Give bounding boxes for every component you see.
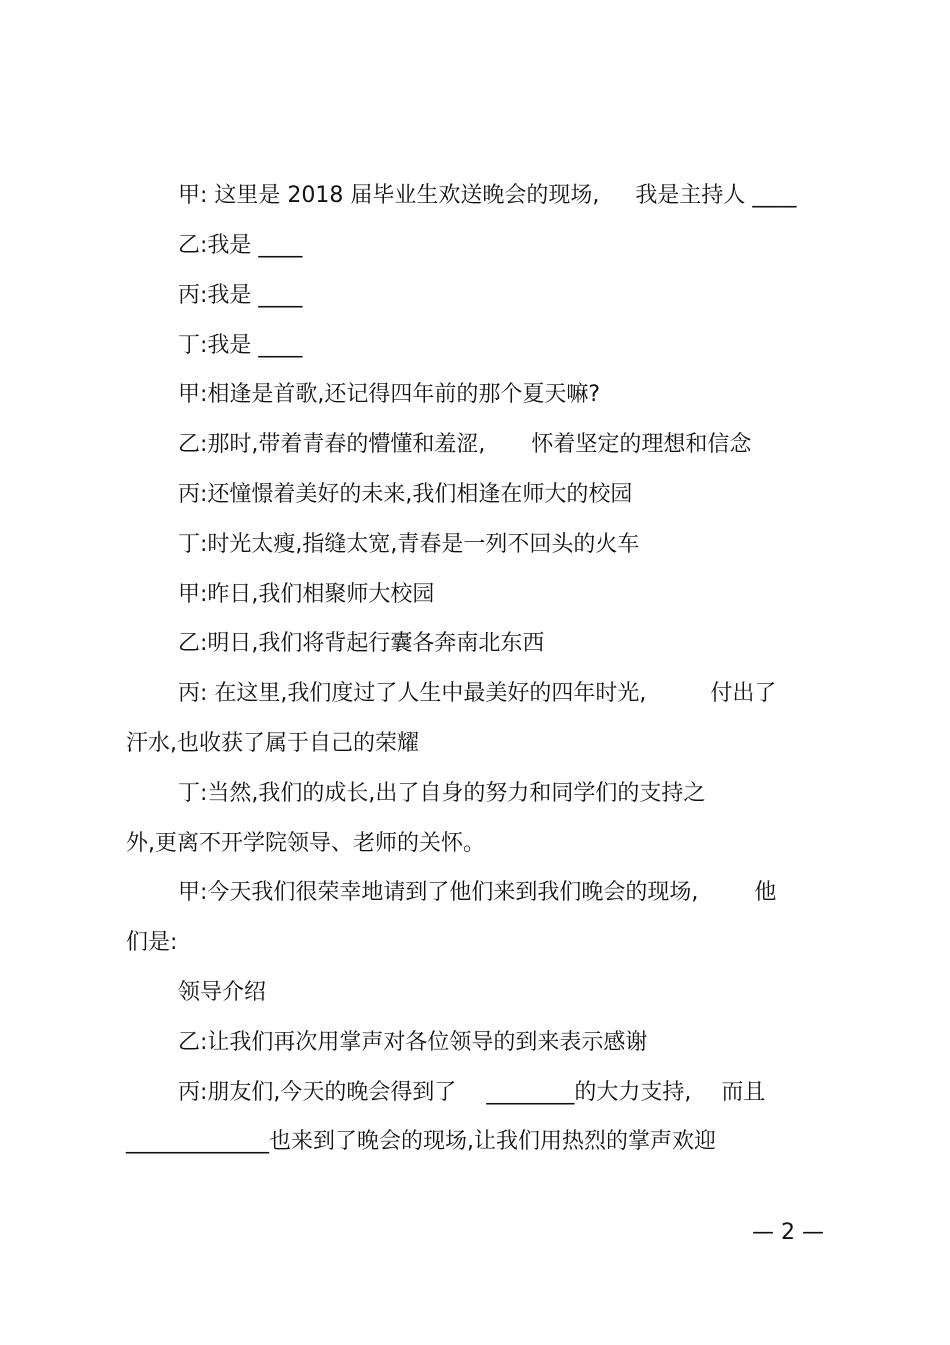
- script-line-11: [178, 679, 776, 709]
- page-number: — 2 —: [752, 1220, 824, 1245]
- script-line-1: [178, 181, 796, 211]
- line-15-text-a: 甲:今天我们很荣幸地请到了他们来到我们晚会的现场,: [178, 880, 699, 905]
- script-line-16: [126, 928, 177, 958]
- line-8-text: 丁:时光太瘦,指缝太宽,青春是一列不回头的火车: [178, 532, 640, 557]
- line-10-text: 乙:明日,我们将背起行囊各奔南北东西: [178, 631, 545, 656]
- line-19-text-b: ________的大力支持,: [486, 1080, 692, 1105]
- script-line-17: [178, 978, 266, 1008]
- script-line-12: [126, 729, 419, 759]
- line-4-text: 丁:我是 ____: [178, 333, 303, 358]
- line-11-text-a: 丙: 在这里,我们度过了人生中最美好的四年时光,: [178, 681, 647, 706]
- line-12-text: 汗水,也收获了属于自己的荣耀: [126, 731, 419, 756]
- line-3-text: 丙:我是 ____: [178, 283, 303, 308]
- line-14-text: 外,更离不开学院领导、老师的关怀。: [126, 831, 485, 856]
- line-18-text: 乙:让我们再次用掌声对各位领导的到来表示感谢: [178, 1030, 648, 1055]
- script-line-18: [178, 1028, 647, 1058]
- line-13-text: 丁:当然,我们的成长,出了自身的努力和同学们的支持之: [178, 781, 706, 806]
- script-line-7: [178, 480, 632, 510]
- script-line-10: [178, 629, 544, 659]
- script-line-15: [178, 878, 776, 908]
- line-15-text-b: 他: [754, 880, 777, 905]
- line-9-text: 甲:昨日,我们相聚师大校园: [178, 582, 435, 607]
- script-line-6: [178, 430, 751, 460]
- script-line-3: [178, 281, 302, 311]
- line-5-text: 甲:相逢是首歌,还记得四年前的那个夏天嘛?: [178, 382, 601, 407]
- line-1-text-b: 我是主持人 ____: [635, 183, 797, 208]
- script-line-9: [178, 580, 434, 610]
- line-19-text-c: 而且: [721, 1080, 766, 1105]
- script-line-13: [178, 779, 705, 809]
- line-17-text: 领导介绍: [178, 980, 267, 1005]
- line-16-text: 们是:: [126, 930, 178, 955]
- script-line-14: [126, 829, 485, 859]
- line-11-text-b: 付出了: [710, 681, 777, 706]
- line-19-text-a: 丙:朋友们,今天的晚会得到了: [178, 1080, 457, 1105]
- line-6-text-b: 怀着坚定的理想和信念: [531, 432, 752, 457]
- line-6-text-a: 乙:那时,带着青春的懵懂和羞涩,: [178, 432, 486, 457]
- line-2-text: 乙:我是 ____: [178, 233, 303, 258]
- line-20-text: _____________也来到了晚会的现场,让我们用热烈的掌声欢迎: [126, 1129, 716, 1154]
- line-1-text-a: 甲: 这里是 2018 届毕业生欢送晚会的现场,: [178, 183, 600, 208]
- script-line-4: [178, 331, 302, 361]
- script-line-19: [178, 1078, 765, 1108]
- script-line-8: [178, 530, 639, 560]
- script-line-20: [126, 1127, 716, 1157]
- line-7-text: 丙:还憧憬着美好的未来,我们相逢在师大的校园: [178, 482, 633, 507]
- script-line-2: [178, 231, 302, 261]
- script-line-5: [178, 380, 600, 410]
